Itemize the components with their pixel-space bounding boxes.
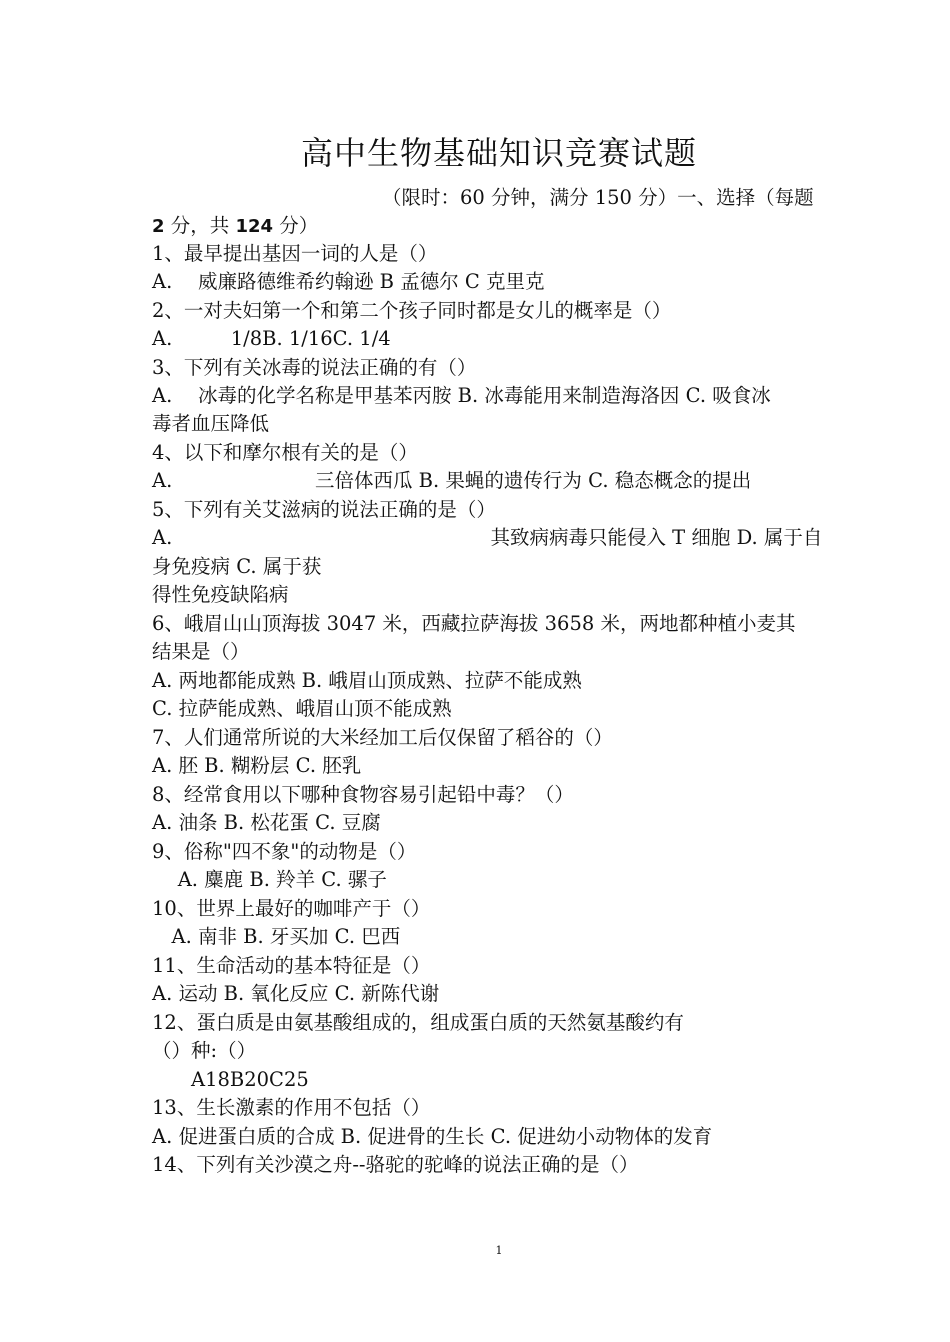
question-line: 2、一对夫妇第一个和第二个孩子同时都是女儿的概率是（）	[152, 299, 672, 322]
question-line: 4、以下和摩尔根有关的是（）	[152, 441, 418, 464]
question-line: 11、生命活动的基本特征是（）	[152, 954, 431, 977]
question-line: 14、下列有关沙漠之舟--骆驼的驼峰的说法正确的是（）	[152, 1153, 639, 1176]
question-line: 9、俗称"四不象"的动物是（）	[152, 840, 417, 863]
answer-line: A. 两地都能成熟 B. 峨眉山顶成熟、拉萨不能成熟	[152, 669, 582, 692]
answer-line: A. 三倍体西瓜 B. 果蝇的遗传行为 C. 稳态概念的提出	[152, 469, 752, 492]
answer-line: A. 1/8B. 1/16C. 1/4	[152, 327, 391, 350]
answer-line: C. 拉萨能成熟、峨眉山顶不能成熟	[152, 697, 452, 720]
question-line: 结果是（）	[152, 640, 250, 663]
answer-line: 身免疫病 C. 属于获	[152, 555, 322, 578]
question-line: 3、下列有关冰毒的说法正确的有（）	[152, 356, 477, 379]
answer-line: A. 油条 B. 松花蛋 C. 豆腐	[152, 811, 381, 834]
question-line: 6、峨眉山山顶海拔 3047 米，西藏拉萨海拔 3658 米，两地都种植小麦其	[152, 612, 796, 635]
answer-line: A. 麋鹿 B. 羚羊 C. 骡子	[152, 868, 387, 891]
points-per-question: 2	[152, 216, 165, 237]
answer-line: A. 南非 B. 牙买加 C. 巴西	[152, 925, 401, 948]
answer-line: A. 威廉路德维希约翰逊 B 孟德尔 C 克里克	[152, 270, 545, 293]
question-line: 10、世界上最好的咖啡产于（）	[152, 897, 431, 920]
answer-line: A. 运动 B. 氧化反应 C. 新陈代谢	[152, 982, 440, 1005]
section-scoring	[152, 212, 318, 241]
question-line: 13、生长激素的作用不包括（）	[152, 1096, 431, 1119]
answer-line: A. 冰毒的化学名称是甲基苯丙胺 B. 冰毒能用来制造海洛因 C. 吸食冰	[152, 384, 771, 407]
question-line: 7、人们通常所说的大米经加工后仅保留了稻谷的（）	[152, 726, 613, 749]
answer-line: 毒者血压降低	[152, 412, 270, 435]
scoring-suffix: 分）	[273, 214, 319, 237]
question-line: （）种:（）	[152, 1039, 257, 1062]
question-line: 12、蛋白质是由氨基酸组成的，组成蛋白质的天然氨基酸约有	[152, 1011, 684, 1034]
question-line: 5、下列有关艾滋病的说法正确的是（）	[152, 498, 496, 521]
page-title: 高中生物基础知识竞赛试题	[300, 134, 697, 172]
answer-line: 得性免疫缺陷病	[152, 583, 289, 606]
answer-line: A18B20C25	[152, 1068, 309, 1091]
exam-instructions: （限时：60 分钟，满分 150 分）一、选择（每题	[382, 186, 814, 209]
question-line: 1、最早提出基因一词的人是（）	[152, 242, 438, 265]
total-points: 124	[235, 216, 274, 237]
scoring-text: 分，共	[164, 214, 236, 237]
answer-line: A. 促进蛋白质的合成 B. 促进骨的生长 C. 促进幼小动物体的发育	[152, 1125, 713, 1148]
question-line: 8、经常食用以下哪种食物容易引起铅中毒？（）	[152, 783, 574, 806]
answer-line: A. 其致病病毒只能侵入 T 细胞 D. 属于自	[152, 526, 823, 549]
page-number: 1	[495, 1244, 503, 1257]
answer-line: A. 胚 B. 糊粉层 C. 胚乳	[152, 754, 362, 777]
